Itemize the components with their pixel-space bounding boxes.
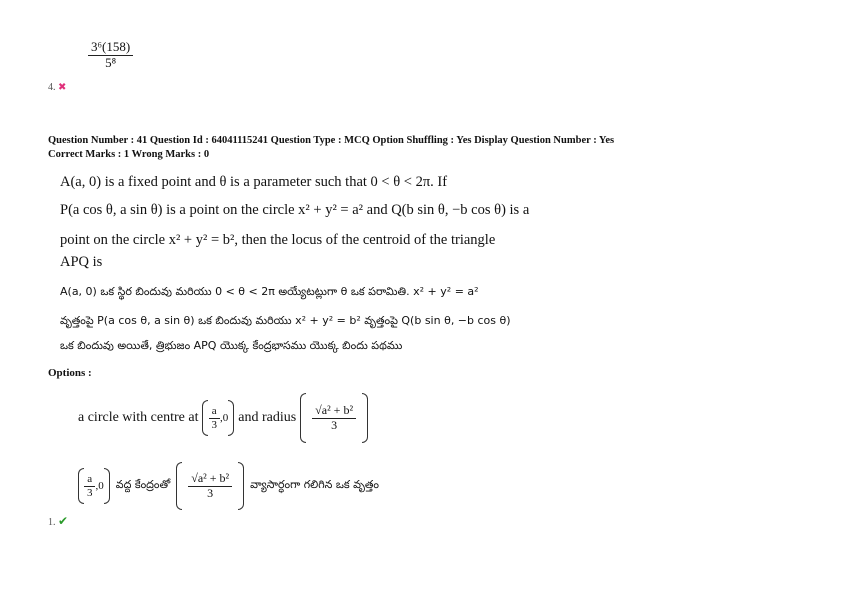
question-en-line: A(a, 0) is a fixed point and θ is a parameter such that 0 < θ < 2π. If [60, 174, 448, 190]
radius-denominator: 3 [331, 417, 338, 432]
centre-numerator-te: a [84, 473, 95, 487]
question-meta-line2: Correct Marks : 1 Wrong Marks : 0 [48, 149, 210, 160]
wrong-mark-icon: ✖ [58, 82, 67, 93]
radius-expression-te [176, 462, 244, 510]
option-1-english [78, 393, 368, 443]
question-en-line: APQ is [60, 254, 103, 270]
prev-answer-denominator: 5⁸ [105, 54, 117, 70]
option-1-number-text: 1. [48, 517, 56, 528]
radius-numerator-te: √a² + b² [188, 472, 232, 487]
correct-check-icon: ✔ [58, 514, 69, 528]
question-english [60, 172, 600, 276]
option-1-en-middle: and radius [238, 410, 297, 425]
question-telugu [60, 280, 620, 358]
prev-answer-fraction [88, 40, 133, 71]
question-te-line: A(a, 0) ఒక స్థిర బిందువు మరియు 0 < θ < 2π అయ్యేటట్లుగా θ ఒక పరామితి. x² + y² = a² [60, 285, 479, 298]
question-en-line: P(a cos θ, a sin θ) is a point on the circle x² + y² = a² and Q(b sin θ, −b cos θ) is a [60, 202, 530, 218]
radius-denominator-te: 3 [207, 485, 214, 500]
option-1-te-after-centre: వద్ద కేంద్రంతో [115, 478, 171, 491]
radius-expression [300, 393, 368, 443]
options-label: Options : [48, 367, 92, 379]
option-1-telugu [78, 462, 379, 510]
centre-numerator: a [209, 405, 220, 419]
option-1-number [48, 514, 68, 529]
centre-denominator-te: 3 [87, 486, 93, 499]
centre-expression-te [78, 468, 110, 504]
radius-numerator: √a² + b² [312, 404, 356, 419]
prev-option-number [48, 82, 66, 93]
question-meta [48, 134, 818, 162]
question-en-line: point on the circle x² + y² = b², then the locus of the centroid of the triangle [60, 232, 496, 248]
centre-denominator: 3 [211, 418, 217, 431]
option-1-te-after-radius: వ్యాసార్ధంగా గలిగిన ఒక వృత్తం [250, 478, 379, 491]
question-meta-line1: Question Number : 41 Question Id : 64041115241 Question Type : MCQ Option Shuffling : Yes Display Question Number : Yes [48, 135, 615, 146]
option-1-en-prefix: a circle with centre at [78, 410, 199, 425]
centre-expression [202, 400, 234, 436]
centre-rest-te: ,0 [95, 480, 104, 492]
question-te-line: వృత్తంపై P(a cos θ, a sin θ) ఒక బిందువు మరియు x² + y² = b² వృత్తంపై Q(b sin θ, −b cos θ) [60, 314, 511, 327]
prev-answer-numerator: 3⁶(158) [88, 40, 133, 56]
prev-option-number-text: 4. [48, 82, 56, 93]
question-te-line: ఒక బిందువు అయితే, త్రిభుజం APQ యొక్క కేంద్రభాసము యొక్క బిందు పథము [60, 339, 403, 352]
centre-rest: ,0 [219, 412, 229, 424]
